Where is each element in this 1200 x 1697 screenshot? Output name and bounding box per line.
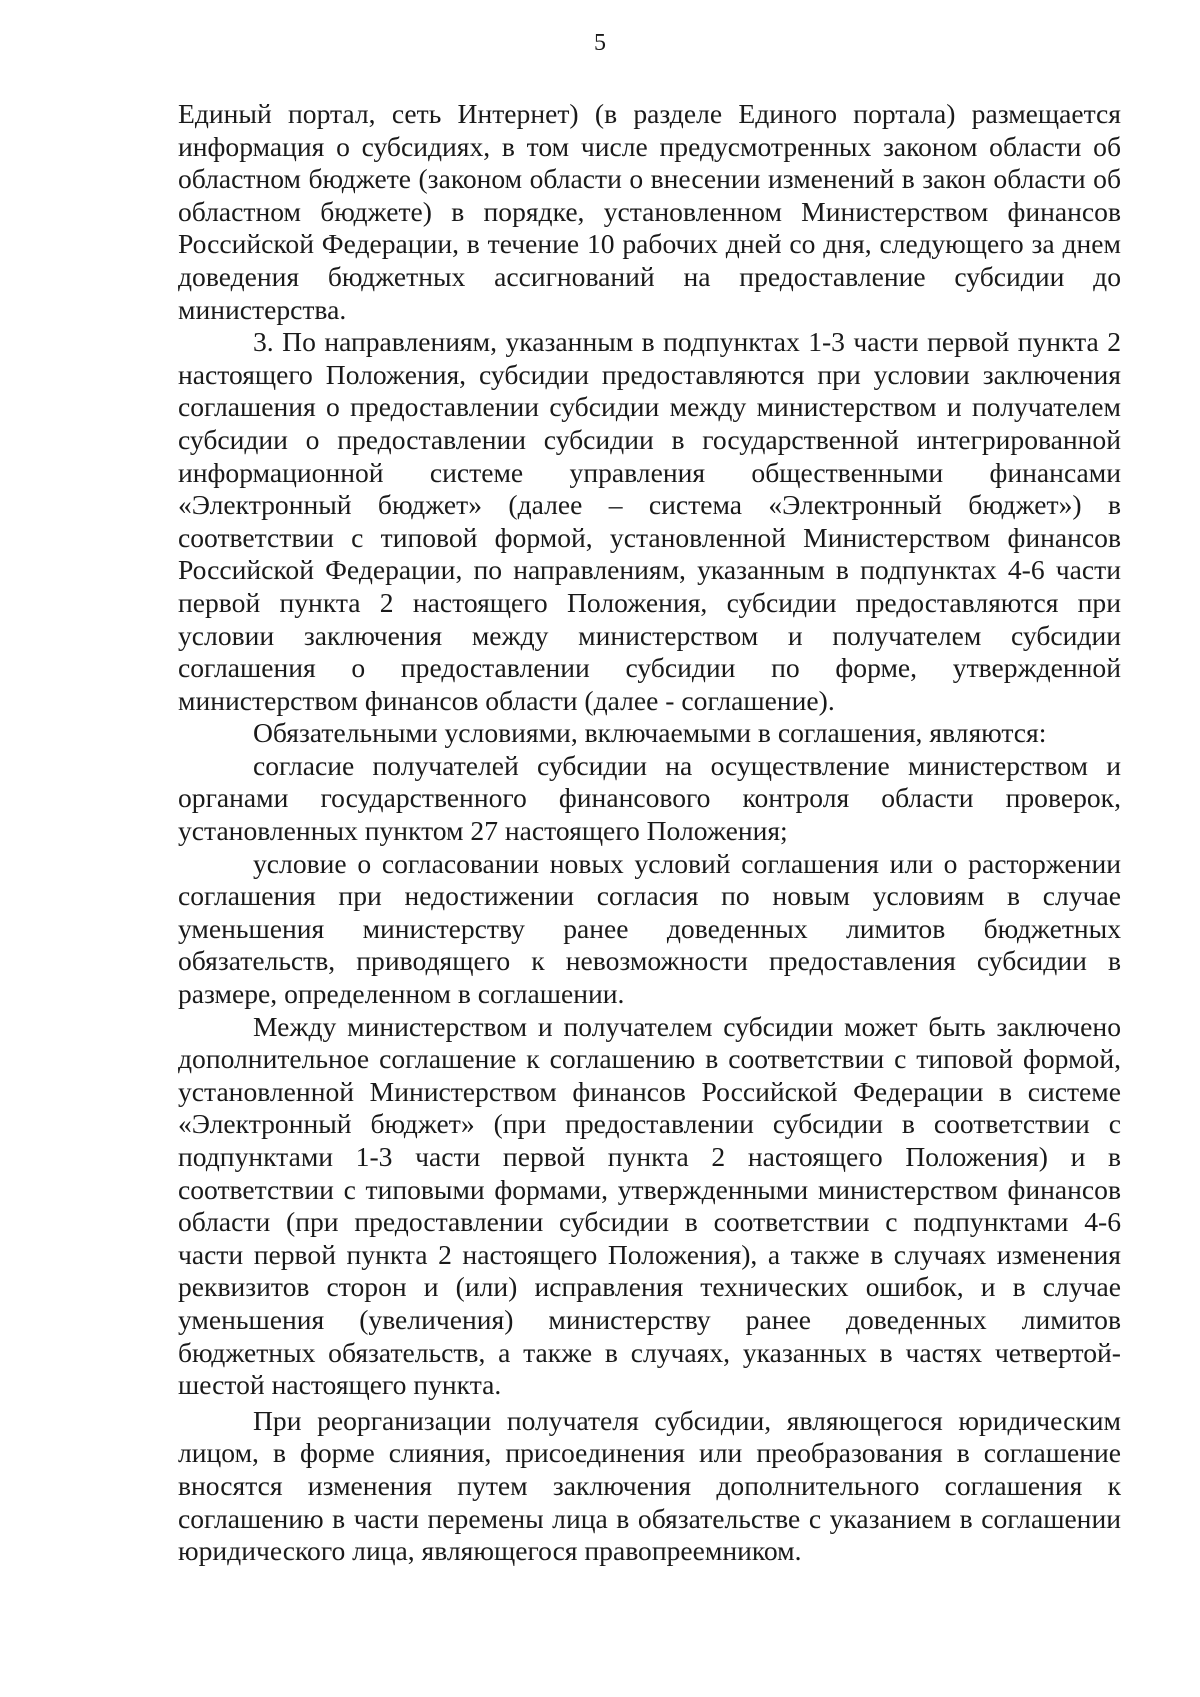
- paragraph-reorganization: При реорганизации получателя субсидии, являющегося юридическим лицом, в форме слияния, присоединения или преобразования в соглашение вносятся изменения путем заключения дополнительного соглашения к соглашению в части перемены лица в обязательстве с указанием в соглашении юридического лица, являющегося правопреемником.: [178, 1404, 1121, 1567]
- paragraph-mandatory-conditions: Обязательными условиями, включаемыми в соглашения, являются:: [253, 717, 1047, 749]
- paragraph-renegotiation-condition: условие о согласовании новых условий соглашения или о расторжении соглашения при недостижении согласия по новым условиям в случае уменьшения министерству ранее доведенных лимитов бюджетных обязательств, приводящего к невозможности предоставления субсидии в размере, определенном в соглашении.: [178, 847, 1121, 1010]
- paragraph-consent-condition: согласие получателей субсидии на осуществление министерством и органами государственного финансового контроля области проверок, установленных пунктом 27 настоящего Положения;: [178, 749, 1121, 847]
- paragraph-clause-3: 3. По направлениям, указанным в подпунктах 1-3 части первой пункта 2 настоящего Положения, субсидии предоставляются при условии заключения соглашения о предоставлении субсидии между министерством и получателем субсидии о предоставлении субсидии в государственной интегрированной информационной системе управления общественными финансами «Электронный бюджет» (далее – система «Электронный бюджет») в соответствии с типовой формой, установленной Министерством финансов Российской Федерации, по направлениям, указанным в подпунктах 4-6 части первой пункта 2 настоящего Положения, субсидии предоставляются при условии заключения между министерством и получателем субсидии соглашения о предоставлении субсидии по форме, утвержденной министерством финансов области (далее - соглашение).: [178, 326, 1121, 716]
- paragraph-continuation: Единый портал, сеть Интернет) (в разделе Единого портала) размещается информация о субсидиях, в том числе предусмотренных законом области об областном бюджете (законом области о внесении изменений в закон области об областном бюджете) в порядке, установленном Министерством финансов Российской Федерации, в течение 10 рабочих дней со дня, следующего за днем доведения бюджетных ассигнований на предоставление субсидии до министерства.: [178, 98, 1121, 325]
- document-body: [178, 98, 1121, 1568]
- paragraph-additional-agreement: Между министерством и получателем субсидии может быть заключено дополнительное соглашение к соглашению в соответствии с типовой формой, установленной Министерством финансов Российской Федерации в системе «Электронный бюджет» (при предоставлении субсидии в соответствии с подпунктами 1-3 части первой пункта 2 настоящего Положения) и в соответствии с типовыми формами, утвержденными министерством финансов области (при предоставлении субсидии в соответствии с подпунктами 4-6 части первой пункта 2 настоящего Положения), а также в случаях изменения реквизитов сторон и (или) исправления технических ошибок, и в случае уменьшения (увеличения) министерству ранее доведенных лимитов бюджетных обязательств, а также в случаях, указанных в частях четвертой-шестой настоящего пункта.: [178, 1010, 1121, 1401]
- page-number: 5: [594, 30, 606, 56]
